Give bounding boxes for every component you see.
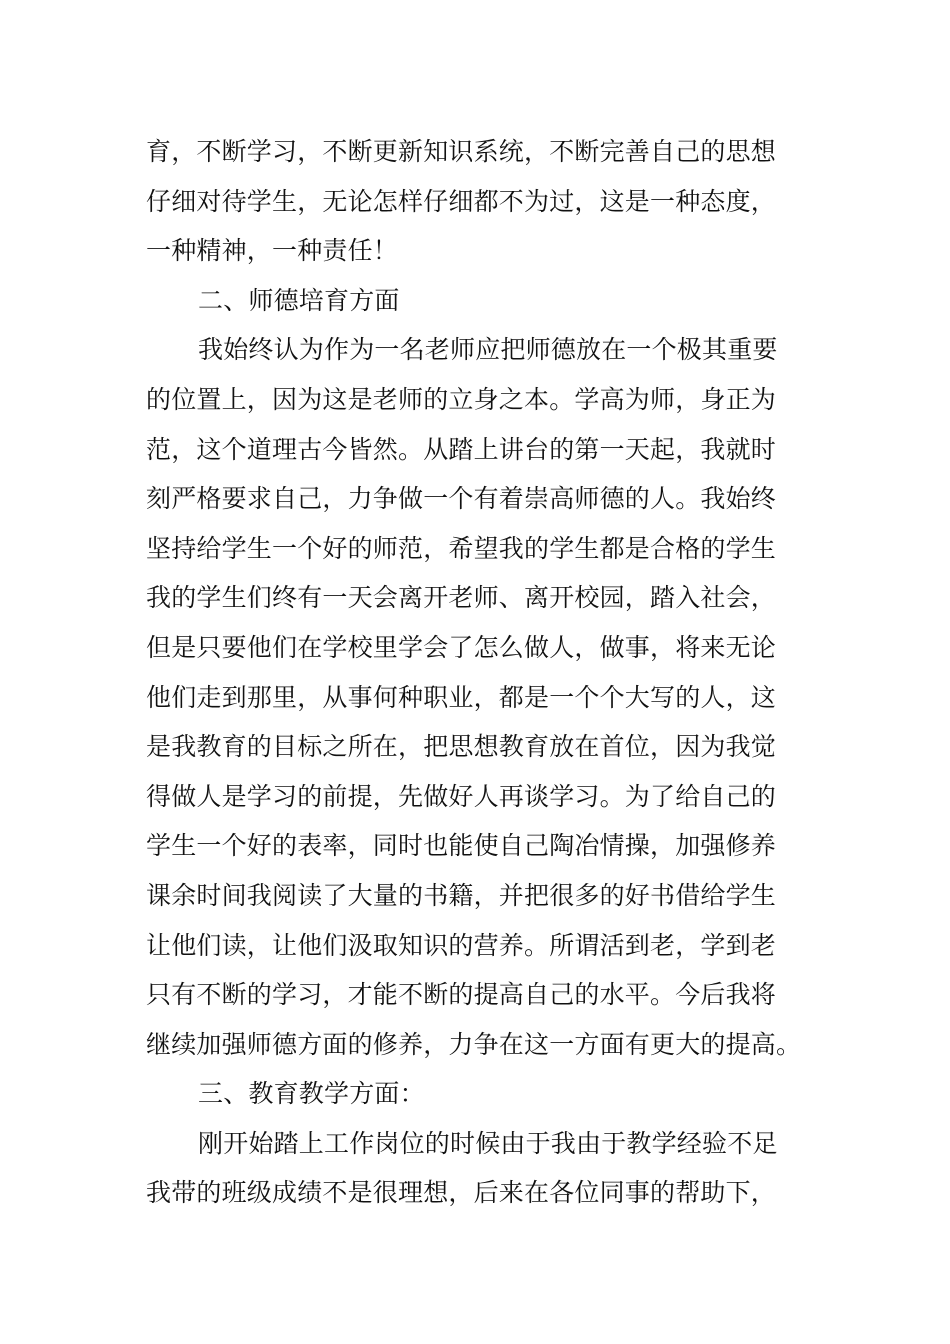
text-line: 让他们读，让他们汲取知识的营养。所谓活到老，学到老 xyxy=(146,930,777,960)
section-heading-2: 二、师德培育方面 xyxy=(198,285,400,315)
text-line: 育，不断学习，不断更新知识系统，不断完善自己的思想 xyxy=(146,137,777,166)
text-line: 我始终认为作为一名老师应把师德放在一个极其重要 xyxy=(198,335,778,365)
text-line: 刻严格要求自己，力争做一个有着崇高师德的人。我始终 xyxy=(146,484,777,514)
text-line: 但是只要他们在学校里学会了怎么做人，做事，将来无论 xyxy=(146,632,777,662)
text-line: 课余时间我阅读了大量的书籍，并把很多的好书借给学生 xyxy=(146,880,777,910)
text-line: 学生一个好的表率，同时也能使自己陶冶情操，加强修养 xyxy=(146,831,777,861)
text-line: 的位置上，因为这是老师的立身之本。学高为师，身正为 xyxy=(146,384,777,414)
text-line: 是我教育的目标之所在，把思想教育放在首位，因为我觉 xyxy=(146,732,777,762)
text-line: 得做人是学习的前提，先做好人再谈学习。为了给自己的 xyxy=(146,781,777,811)
text-line: 我的学生们终有一天会离开老师、离开校园，踏入社会， xyxy=(146,583,777,613)
body-text xyxy=(146,127,816,1218)
text-line: 一种精神，一种责任！ xyxy=(146,236,399,266)
text-line: 范，这个道理古今皆然。从踏上讲台的第一天起，我就时 xyxy=(146,434,777,464)
text-line: 他们走到那里，从事何种职业，都是一个个大写的人，这 xyxy=(146,682,777,712)
text-line: 我带的班级成绩不是很理想，后来在各位同事的帮助下， xyxy=(146,1178,777,1208)
text-line: 坚持给学生一个好的师范，希望我的学生都是合格的学生 xyxy=(146,533,777,563)
text-line: 仔细对待学生，无论怎样仔细都不为过，这是一种态度， xyxy=(146,186,777,216)
text-line: 刚开始踏上工作岗位的时候由于我由于教学经验不足 xyxy=(198,1128,778,1158)
section-heading-3: 三、教育教学方面： xyxy=(198,1079,425,1109)
text-line: 继续加强师德方面的修养，力争在这一方面有更大的提高。 xyxy=(146,1029,802,1059)
text-line: 只有不断的学习，才能不断的提高自己的水平。今后我将 xyxy=(146,980,777,1010)
